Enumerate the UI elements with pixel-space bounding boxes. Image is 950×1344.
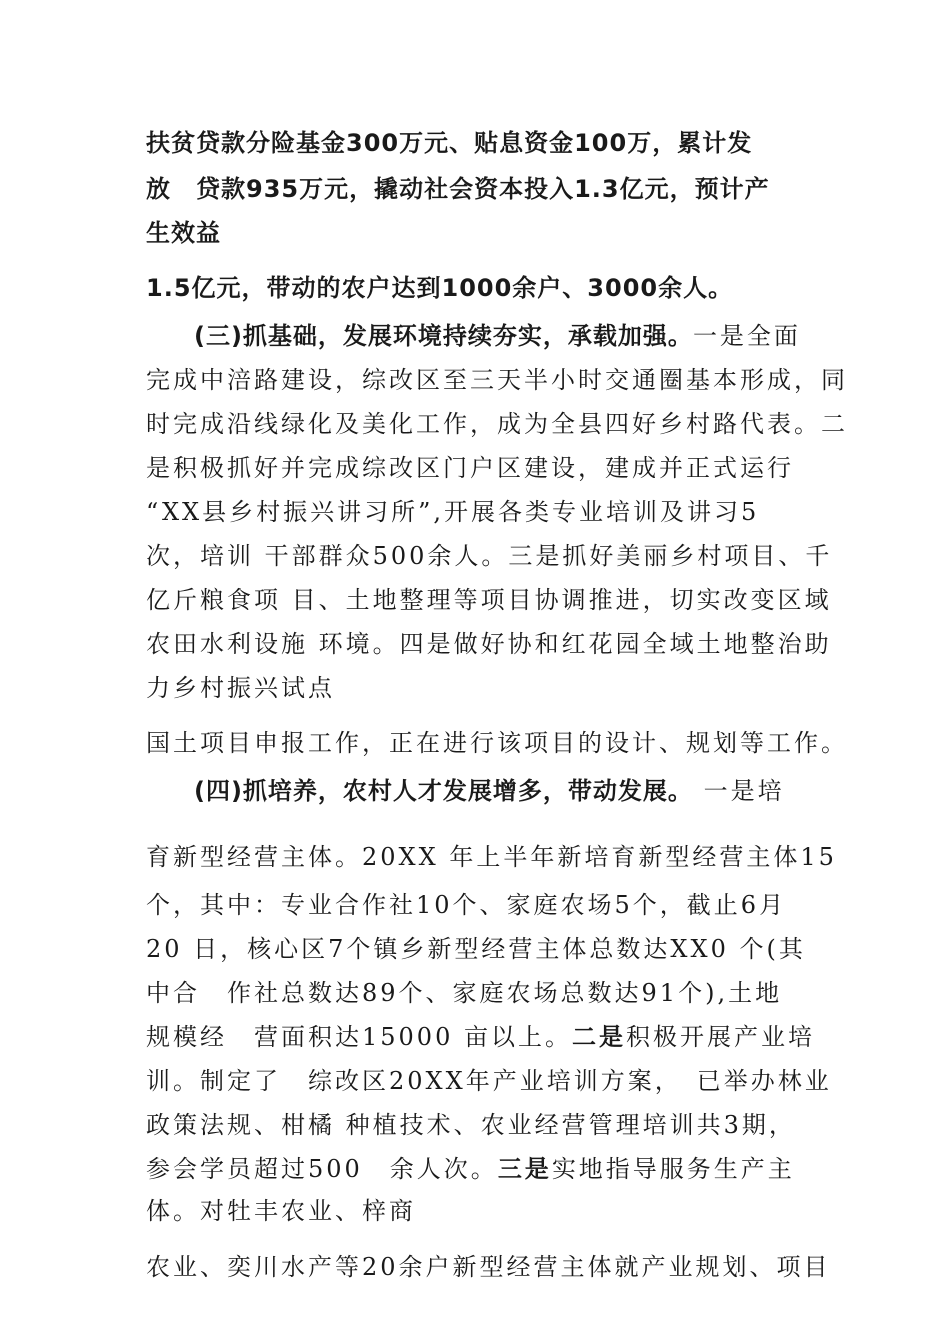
para3-line-6: 训。制定了 综改区20XX年产业培训方案， 已举办林业 (146, 1067, 832, 1095)
para3-line-5 (146, 1020, 815, 1054)
para3-heading: (四)抓培养，农村人才发展增多，带动发展。 (194, 777, 693, 805)
para3-line-3: 20 日，核心区7个镇乡新型经营主体总数达XX0 个(其 (146, 935, 806, 963)
para1-line-4: 1.5亿元，带动的农户达到1000余户、3000余人。 (146, 274, 734, 302)
para1-line-2: 放 贷款935万元，撬动社会资本投入1.3亿元，预计产 (146, 175, 770, 203)
para3-line-2: 个，其中：专业合作社10个、家庭农场5个，截止6月 (146, 891, 787, 919)
para3-line-8 (146, 1152, 795, 1186)
para3-first-line-rest: 一是培 (692, 777, 785, 805)
para2-line-2: 时完成沿线绿化及美化工作，成为全县四好乡村路代表。二 (146, 410, 848, 438)
para2-first-line (194, 319, 801, 353)
para1-line-3: 生效益 (146, 219, 221, 247)
para3-line-5-text: 规模经 营面积达15000 亩以上。 (146, 1023, 572, 1051)
para3-after-three: 实地指导服务生产主 (551, 1155, 795, 1183)
para3-line-1: 育新型经营主体。20XX 年上半年新培育新型经营主体15 (146, 843, 837, 871)
para3-line-9: 体。对牡丰农业、梓商 (146, 1197, 416, 1225)
para2-line-9: 国土项目申报工作，正在进行该项目的设计、规划等工作。 (146, 729, 848, 757)
para3-bold-three: 三是 (497, 1155, 552, 1183)
para2-line-6: 亿斤粮食项 目、土地整理等项目协调推进，切实改变区域 (146, 586, 832, 614)
para2-line-8: 力乡村振兴试点 (146, 674, 335, 702)
para3-line-7: 政策法规、柑橘 种植技术、农业经营管理培训共3期， (146, 1111, 796, 1139)
para3-first-line (194, 774, 785, 808)
para2-first-line-rest: 一是全面 (692, 322, 801, 350)
para3-line-4: 中合 作社总数达89个、家庭农场总数达91个),土地 (146, 979, 783, 1007)
para1-line-1: 扶贫贷款分险基金300万元、贴息资金100万，累计发 (146, 129, 753, 157)
para2-heading: (三)抓基础，发展环境持续夯实，承载加强。 (194, 322, 693, 350)
para2-line-3: 是积极抓好并完成综改区门户区建设，建成并正式运行 (146, 454, 794, 482)
para2-line-1: 完成中涪路建设，综改区至三天半小时交通圈基本形成，同 (146, 366, 848, 394)
para3-after-two: 积极开展产业培 (625, 1023, 815, 1051)
para2-line-7: 农田水利设施 环境。四是做好协和红花园全域土地整治助 (146, 630, 832, 658)
para3-line-10: 农业、奕川水产等20余户新型经营主体就产业规划、项目 (146, 1253, 831, 1281)
para2-line-5: 次，培训 干部群众500余人。三是抓好美丽乡村项目、千 (146, 542, 833, 570)
para3-line-8-text: 参会学员超过500 余人次。 (146, 1155, 498, 1183)
para2-line-4: “XX县乡村振兴讲习所”,开展各类专业培训及讲习5 (146, 498, 760, 526)
para3-bold-two: 二是 (571, 1023, 626, 1051)
